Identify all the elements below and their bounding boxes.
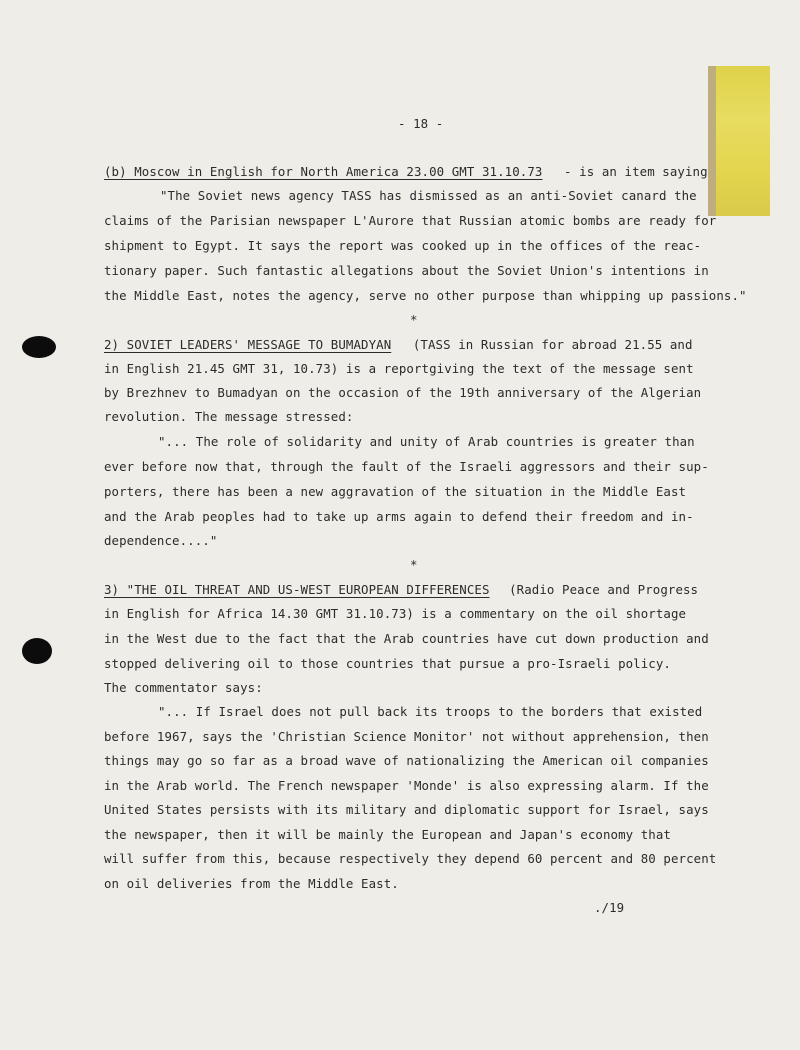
item-3-quote-line-7: will suffer from this, because respectively they depend 60 percent and 80 percent (104, 851, 717, 866)
item-3-heading-tail: (Radio Peace and Progress (509, 582, 699, 597)
continuation-marker: ./19 (594, 900, 625, 915)
item-3-intro-line-1: in English for Africa 14.30 GMT 31.10.73) is a commentary on the oil shortage (104, 606, 687, 621)
item-3-heading-underlined: 3) "THE OIL THREAT AND US-WEST EUROPEAN DIFFERENCES (104, 582, 490, 597)
item-b-line-5: the Middle East, notes the agency, serve no other purpose than whipping up passions." (104, 288, 747, 303)
item-3-intro-line-2: in the West due to the fact that the Arab countries have cut down production and (104, 631, 709, 646)
item-2-quote-line-5: dependence...." (104, 533, 218, 548)
item-3-quote-line-4: in the Arab world. The French newspaper 'Monde' is also expressing alarm. If the (104, 778, 709, 793)
item-b-heading-underlined: (b) Moscow in English for North America 23.00 GMT 31.10.73 (104, 164, 543, 179)
item-b-line-1: "The Soviet news agency TASS has dismissed as an anti-Soviet canard the (160, 188, 697, 203)
item-b-line-4: tionary paper. Such fantastic allegations about the Soviet Union's intentions in (104, 263, 709, 278)
item-3-intro-line-4: The commentator says: (104, 680, 263, 695)
item-b-line-2: claims of the Parisian newspaper L'Aurore that Russian atomic bombs are ready for (104, 213, 717, 228)
item-3-heading (104, 582, 698, 598)
item-2-heading-tail: (TASS in Russian for abroad 21.55 and (412, 337, 693, 352)
item-b-heading (104, 164, 708, 180)
item-3-quote-line-3: things may go so far as a broad wave of nationalizing the American oil companies (104, 753, 709, 768)
item-2-quote-line-4: and the Arab peoples had to take up arms again to defend their freedom and in- (104, 509, 694, 524)
item-2-quote-line-3: porters, there has been a new aggravation of the situation in the Middle East (104, 484, 687, 499)
item-b-heading-tail: - is an item saying (564, 164, 708, 179)
item-2-quote-line-2: ever before now that, through the fault of the Israeli aggressors and their sup- (104, 459, 709, 474)
yellow-tape-mark (716, 66, 770, 216)
item-3-quote-line-6: the newspaper, then it will be mainly the European and Japan's economy that (104, 827, 671, 842)
separator-asterisk-2: * (410, 557, 418, 572)
separator-asterisk-1: * (410, 312, 418, 327)
item-3-quote-line-2: before 1967, says the 'Christian Science Monitor' not without apprehension, then (104, 729, 709, 744)
item-3-intro-line-3: stopped delivering oil to those countries that pursue a pro-Israeli policy. (104, 656, 671, 671)
item-2-intro-line-3: revolution. The message stressed: (104, 409, 354, 424)
item-2-intro-line-1: in English 21.45 GMT 31, 10.73) is a reportgiving the text of the message sent (104, 361, 694, 376)
page-number: - 18 - (398, 116, 444, 131)
item-2-heading (104, 337, 693, 353)
item-2-heading-underlined: 2) SOVIET LEADERS' MESSAGE TO BUMADYAN (104, 337, 392, 352)
punch-hole-top (22, 336, 56, 358)
item-3-quote-line-5: United States persists with its military and diplomatic support for Israel, says (104, 802, 709, 817)
item-2-quote-line-1: "... The role of solidarity and unity of Arab countries is greater than (158, 434, 695, 449)
item-3-quote-line-1: "... If Israel does not pull back its troops to the borders that existed (158, 704, 703, 719)
item-3-quote-line-8: on oil deliveries from the Middle East. (104, 876, 399, 891)
item-b-line-3: shipment to Egypt. It says the report was cooked up in the offices of the reac- (104, 238, 702, 253)
punch-hole-bottom (22, 638, 52, 664)
item-2-intro-line-2: by Brezhnev to Bumadyan on the occasion of the 19th anniversary of the Algerian (104, 385, 702, 400)
